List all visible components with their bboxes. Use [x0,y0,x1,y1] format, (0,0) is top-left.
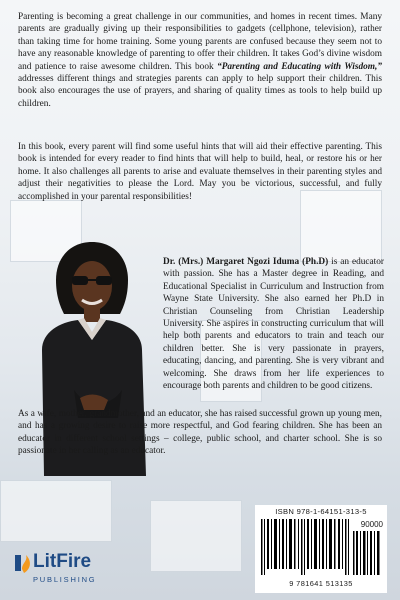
author-name: Dr. (Mrs.) Margaret Ngozi Iduma (Ph.D) [163,257,329,267]
intro-text-start: Parenting is becoming a great challenge in our communities, and homes in recent times. Many parents are gradually giving up their responsibilities to gadgets (cellphone, television), rather than taking time for home training. Some young parents are confused because they seem not to have any reasonable knowledge of parenting to offer their children. It takes God’s divine wisdom and patience to raise awesome children. This book [18,12,382,72]
publisher-subtitle: PUBLISHING [33,575,97,584]
publisher-name: LitFire [33,551,92,572]
book-title: “Parenting and Educating with Wisdom,” [217,61,382,72]
barcode-bars [261,519,349,575]
isbn-text: ISBN 978-1-64151-313-5 [275,507,367,516]
price-code: 90000 [360,520,383,529]
publisher-logo [12,553,98,593]
price-barcode-bars [353,531,381,575]
intro-paragraph [18,11,382,110]
hints-paragraph: In this book, every parent will find some useful hints that will aid their effective parenting. This book is intended for every reader to find hints that will help to build, heal, or restore his or her home. It also challenges all parents to arise and evaluate themselves in their parenting styles and adjust their negativities to please the Lord. May you be victorious, successful, and fully accomplished in your parental responsibilities! [18,142,382,202]
flame-icon [12,553,32,577]
isbn-barcode [255,505,387,593]
author-bio-text: is an educator with passion. She has a Master degree in Reading, and Educational Specialist in Curriculum and Instruction from Wayne State University. She also earned her Ph.D in Christian Counseling from Christian Leadership University. She aspires in constructing curriculum that will help both parents and educators to train and teach our children better. She is very passionate in prayers, educating, dancing, and parenting. She is very vibrant and welcoming. She draws from her life experiences to encourage both parents and children to be good citizens. [163,257,384,392]
author-family-paragraph: As a wife, mother, grandmother, and an educator, she has raised successful grown up young men, and has a growing desire to raise more respectful, and God fearing children. She has been an educator in different school settings – college, public school, and charter school. She is so passionate in her calling as an educator. [18,409,382,457]
barcode-digits: 9 781641 513135 [289,579,353,588]
intro-text-end: addresses different things and strategies parents can apply to help support their children. This book also encourages the use of prayers, and sharing of quality times as tools to help build up children. [18,74,382,109]
author-bio [163,256,384,392]
